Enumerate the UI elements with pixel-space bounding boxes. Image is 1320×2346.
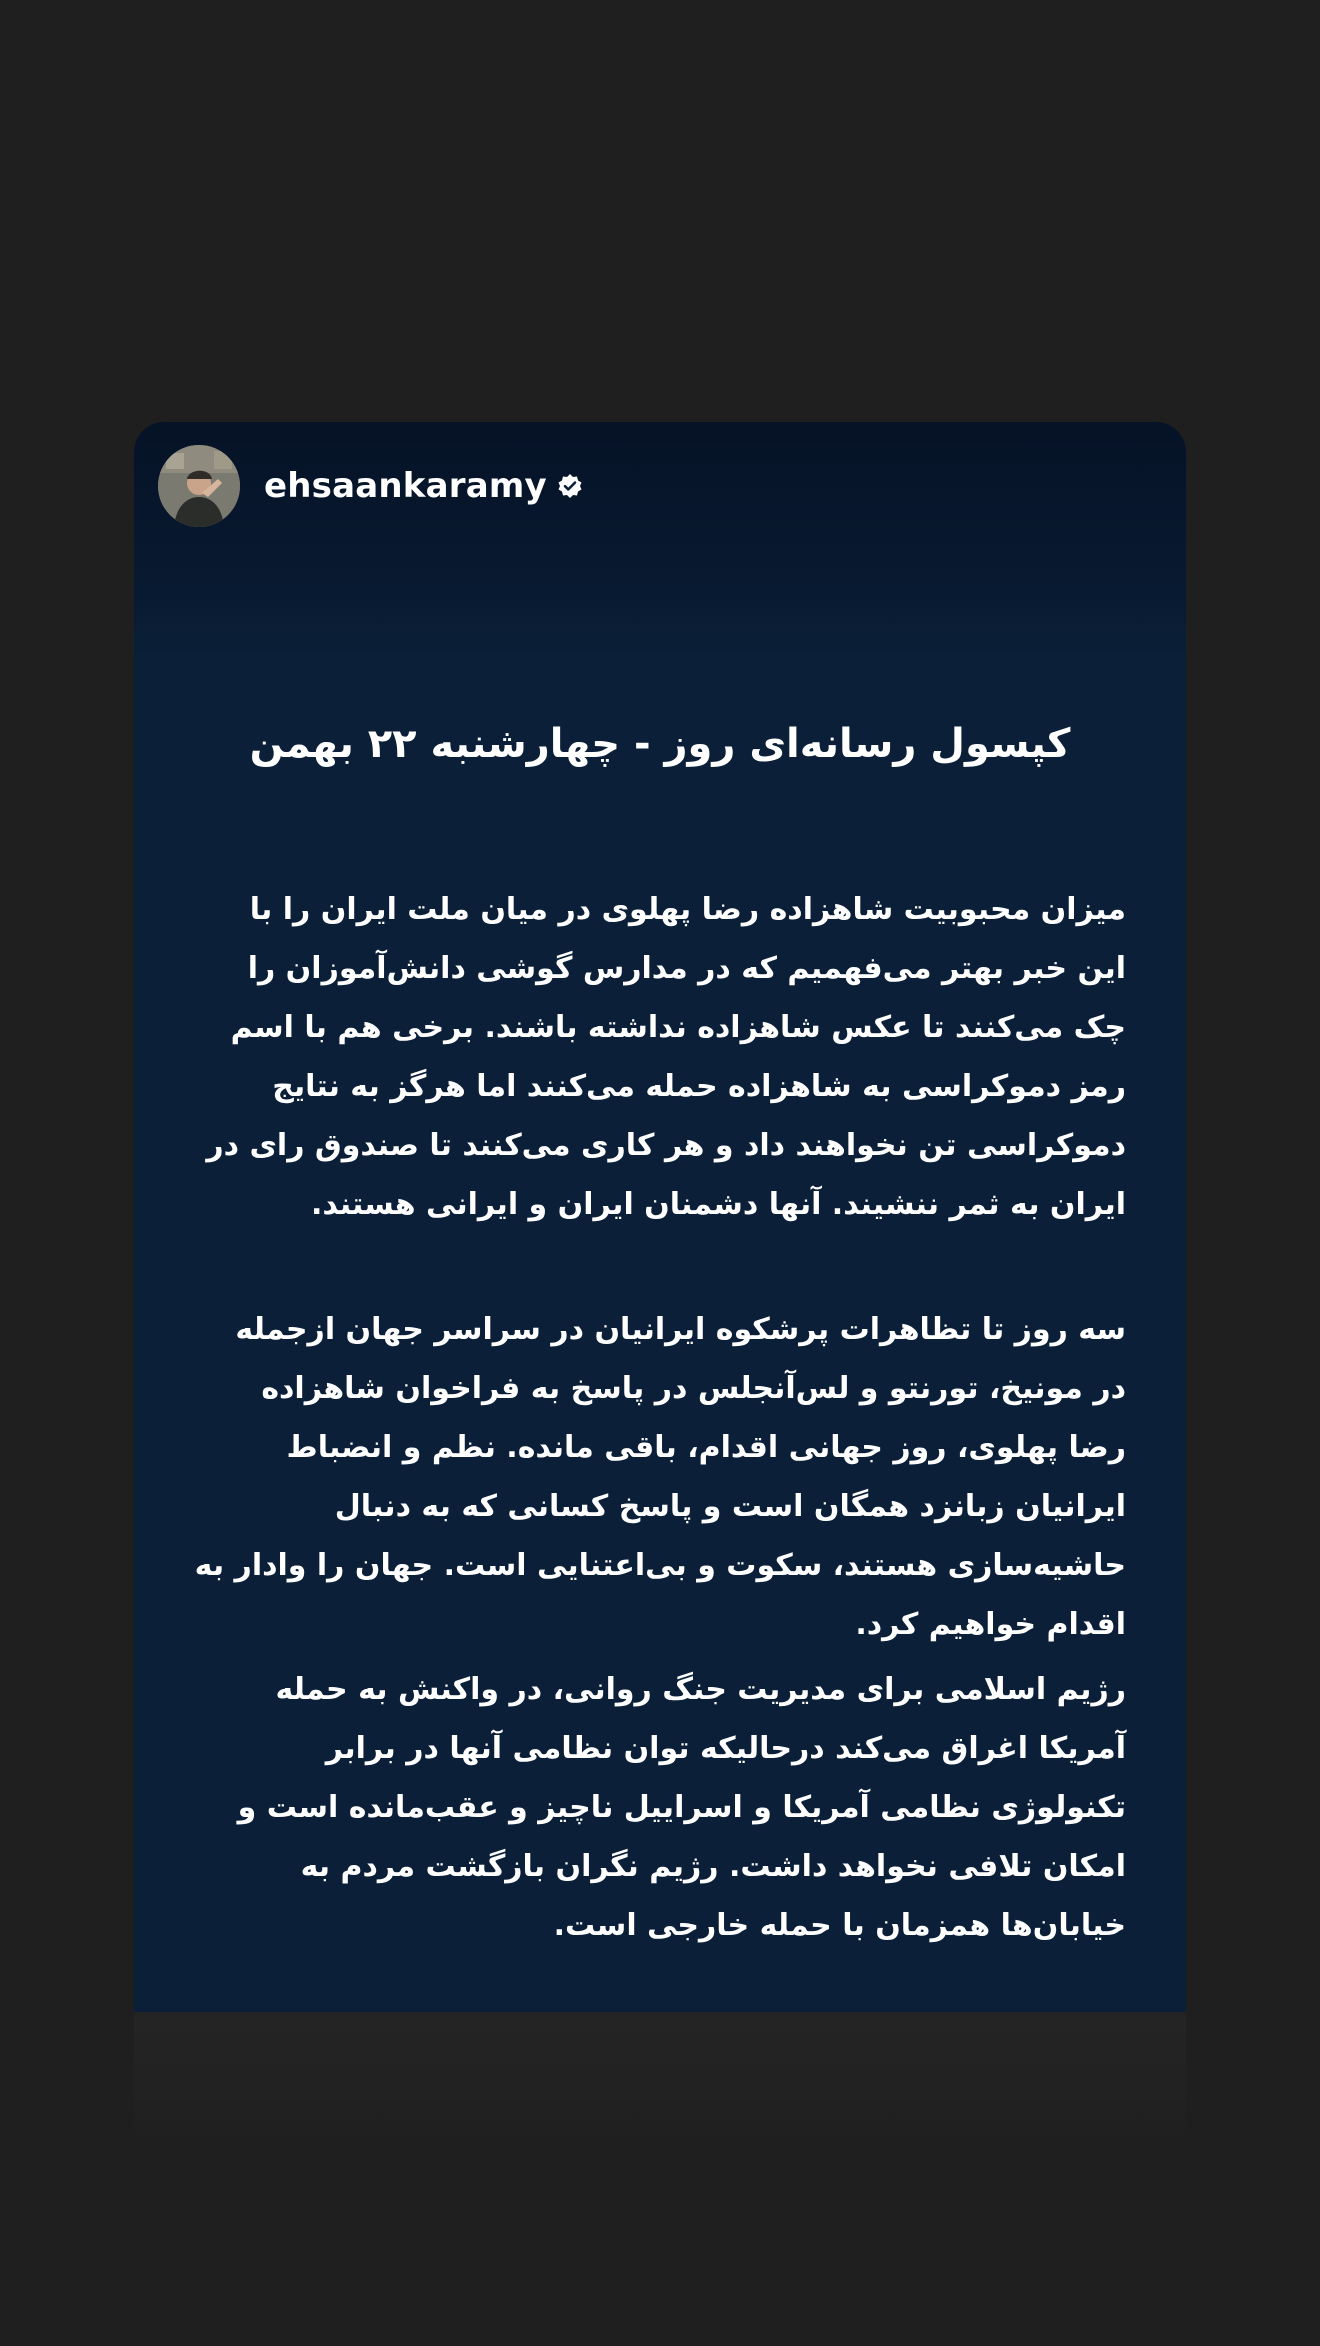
username[interactable]: ehsaankaramy — [264, 466, 547, 506]
avatar-image — [158, 445, 240, 527]
story-card — [134, 422, 1186, 2012]
story-footer-shadow — [134, 2012, 1186, 2142]
verified-badge-icon — [557, 473, 583, 499]
paragraph-1: میزان محبوبیت شاهزاده رضا پهلوی در میان ملت ایران را با این خبر بهتر می‌فهمیم که در مدارس گوشی دانش‌آموزان را چک می‌کنند تا عکس شاهزاده نداشته باشند. برخی هم با اسم رمز دموکراسی به شاهزاده حمله می‌کنند اما هرگز به نتایج دموکراسی تن نخواهند داد و هر کاری می‌کنند تا صندوق رای در ایران به ثمر ننشیند. آنها دشمنان ایران و ایرانی هستند. — [206, 892, 1126, 1222]
paragraph-2: سه روز تا تظاهرات پرشکوه ایرانیان در سراسر جهان ازجمله در مونیخ، تورنتو و لس‌آنجلس در پاسخ به فراخوان شاهزاده رضا پهلوی، روز جهانی اقدام، باقی مانده. نظم و انضباط ایرانیان زبانزد همگان است و پاسخ کسانی که به دنبال حاشیه‌سازی هستند، سکوت و بی‌اعتنایی است. جهان را وادار به اقدام خواهیم کرد. — [194, 1312, 1126, 1642]
avatar[interactable] — [158, 445, 240, 527]
paragraph-3: رژیم اسلامی برای مدیریت جنگ روانی، در واکنش به حمله آمریکا اغراق می‌کند درحالیکه توان نظامی آنها در برابر تکنولوژی نظامی آمریکا و اسراییل ناچیز و عقب‌مانده است و امکان تلافی نخواهد داشت. رژیم نگران بازگشت مردم به خیابان‌ها همزمان با حمله خارجی است. — [237, 1672, 1126, 1943]
story-header — [158, 444, 583, 528]
story-title: کپسول رسانه‌ای روز - چهارشنبه ۲۲ بهمن — [249, 721, 1071, 767]
